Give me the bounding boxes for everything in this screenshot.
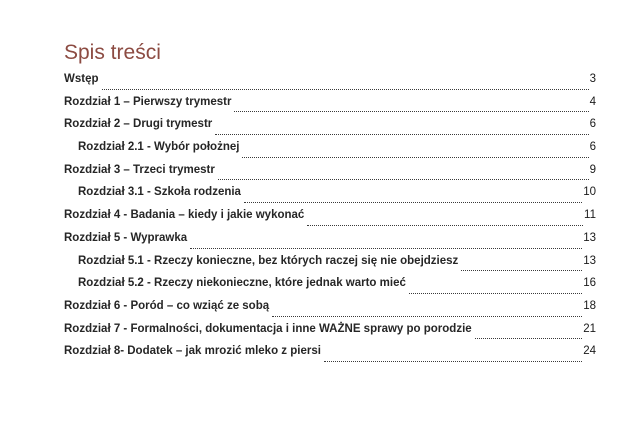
toc-entry-label: Rozdział 3 – Trzeci trymestr <box>64 163 215 176</box>
toc-entry-page-number: 6 <box>589 118 596 131</box>
toc-entry-label: Rozdział 1 – Pierwszy trymestr <box>64 95 232 108</box>
toc-entry-label: Rozdział 5.2 - Rzeczy niekonieczne, które jednak warto mieć <box>78 277 406 290</box>
dot-leader <box>242 157 588 158</box>
toc-entry[interactable] <box>64 209 596 232</box>
dot-leader <box>409 293 582 294</box>
toc-title: Spis treści <box>64 41 161 64</box>
toc-entry-label: Rozdział 5.1 - Rzeczy konieczne, bez których raczej się nie obejdziesz <box>78 254 459 267</box>
toc-entry-label: Rozdział 3.1 - Szkoła rodzenia <box>78 186 241 199</box>
toc-list <box>64 73 596 368</box>
toc-entry[interactable] <box>64 277 596 300</box>
toc-entry-page-number: 4 <box>589 95 596 108</box>
toc-entry[interactable] <box>64 164 596 187</box>
dot-leader <box>244 202 582 203</box>
toc-entry-label: Rozdział 8- Dodatek – jak mrozić mleko z piersi <box>64 345 321 358</box>
dot-leader <box>234 111 588 112</box>
dot-leader <box>218 179 589 180</box>
toc-entry-page-number: 10 <box>583 186 596 199</box>
toc-entry-page-number: 11 <box>584 209 596 222</box>
toc-entry[interactable] <box>64 345 596 368</box>
dot-leader <box>307 225 583 226</box>
toc-entry[interactable] <box>64 141 596 164</box>
toc-entry-page-number: 18 <box>583 299 596 312</box>
toc-entry-label: Rozdział 2.1 - Wybór położnej <box>78 141 240 154</box>
toc-entry-page-number: 24 <box>583 345 596 358</box>
toc-entry[interactable] <box>64 118 596 141</box>
toc-section <box>64 42 596 368</box>
toc-entry-page-number: 13 <box>583 254 596 267</box>
dot-leader <box>215 134 588 135</box>
toc-entry-label: Wstęp <box>64 73 99 85</box>
toc-entry-label: Rozdział 4 - Badania – kiedy i jakie wykonać <box>64 209 305 222</box>
dot-leader <box>461 270 582 271</box>
toc-entry[interactable] <box>64 232 596 255</box>
toc-entry-page-number: 3 <box>589 73 596 85</box>
toc-entry[interactable] <box>64 300 596 323</box>
toc-entry[interactable] <box>64 323 596 346</box>
dot-leader <box>475 338 583 339</box>
dot-leader <box>272 316 582 317</box>
toc-entry-page-number: 9 <box>589 163 596 176</box>
toc-entry[interactable] <box>64 255 596 278</box>
dot-leader <box>324 361 582 362</box>
toc-entry-page-number: 21 <box>583 322 596 335</box>
toc-entry-page-number: 6 <box>589 141 596 154</box>
dot-leader <box>190 248 582 249</box>
toc-entry[interactable] <box>64 186 596 209</box>
toc-entry[interactable] <box>64 96 596 119</box>
toc-entry-page-number: 13 <box>583 231 596 244</box>
toc-entry[interactable] <box>64 73 596 96</box>
toc-entry-label: Rozdział 2 – Drugi trymestr <box>64 118 213 131</box>
toc-entry-label: Rozdział 6 - Poród – co wziąć ze sobą <box>64 299 270 312</box>
toc-entry-page-number: 16 <box>583 277 596 290</box>
dot-leader <box>102 89 589 90</box>
toc-entry-label: Rozdział 7 - Formalności, dokumentacja i inne WAŻNE sprawy po porodzie <box>64 322 472 335</box>
toc-entry-label: Rozdział 5 - Wyprawka <box>64 231 188 244</box>
